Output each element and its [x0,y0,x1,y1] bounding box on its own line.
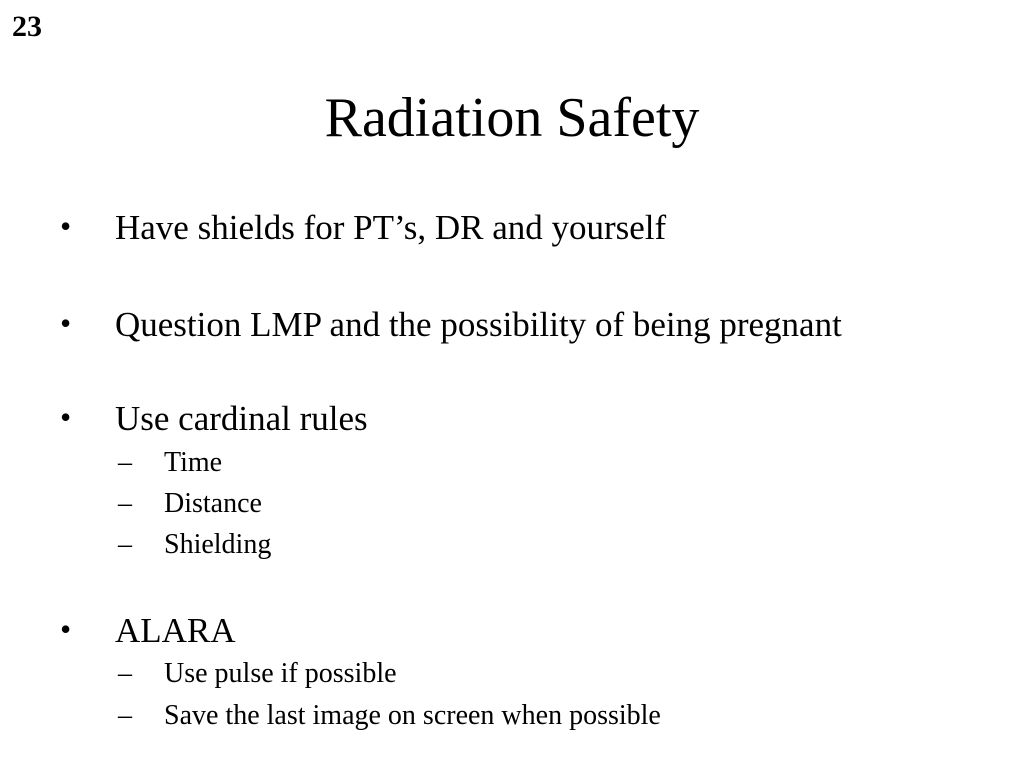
bullet-text: Question LMP and the possibility of being pregnant [115,305,842,344]
sub-bullet-text: Time [164,447,223,478]
sub-bullet-text: Distance [164,488,262,519]
bullet-marker: • [60,208,72,244]
slide-title: Radiation Safety [324,87,700,149]
sub-bullet-marker: – [118,447,132,478]
bullet-text: Have shields for PT’s, DR and yourself [115,208,667,247]
slide-number: 23 [12,10,42,43]
bullet-text: Use cardinal rules [115,399,368,438]
bullet-marker: • [60,305,72,341]
bullet-text: ALARA [115,611,236,650]
sub-bullet-text: Shielding [164,529,272,560]
bullet-marker: • [60,611,72,647]
sub-bullet-marker: – [118,658,132,689]
sub-bullet-marker: – [118,488,132,519]
sub-bullet-text: Use pulse if possible [164,658,397,689]
sub-bullet-marker: – [118,700,132,731]
sub-bullet-text: Save the last image on screen when possible [164,700,661,731]
bullet-marker: • [60,399,72,435]
sub-bullet-marker: – [118,529,132,560]
